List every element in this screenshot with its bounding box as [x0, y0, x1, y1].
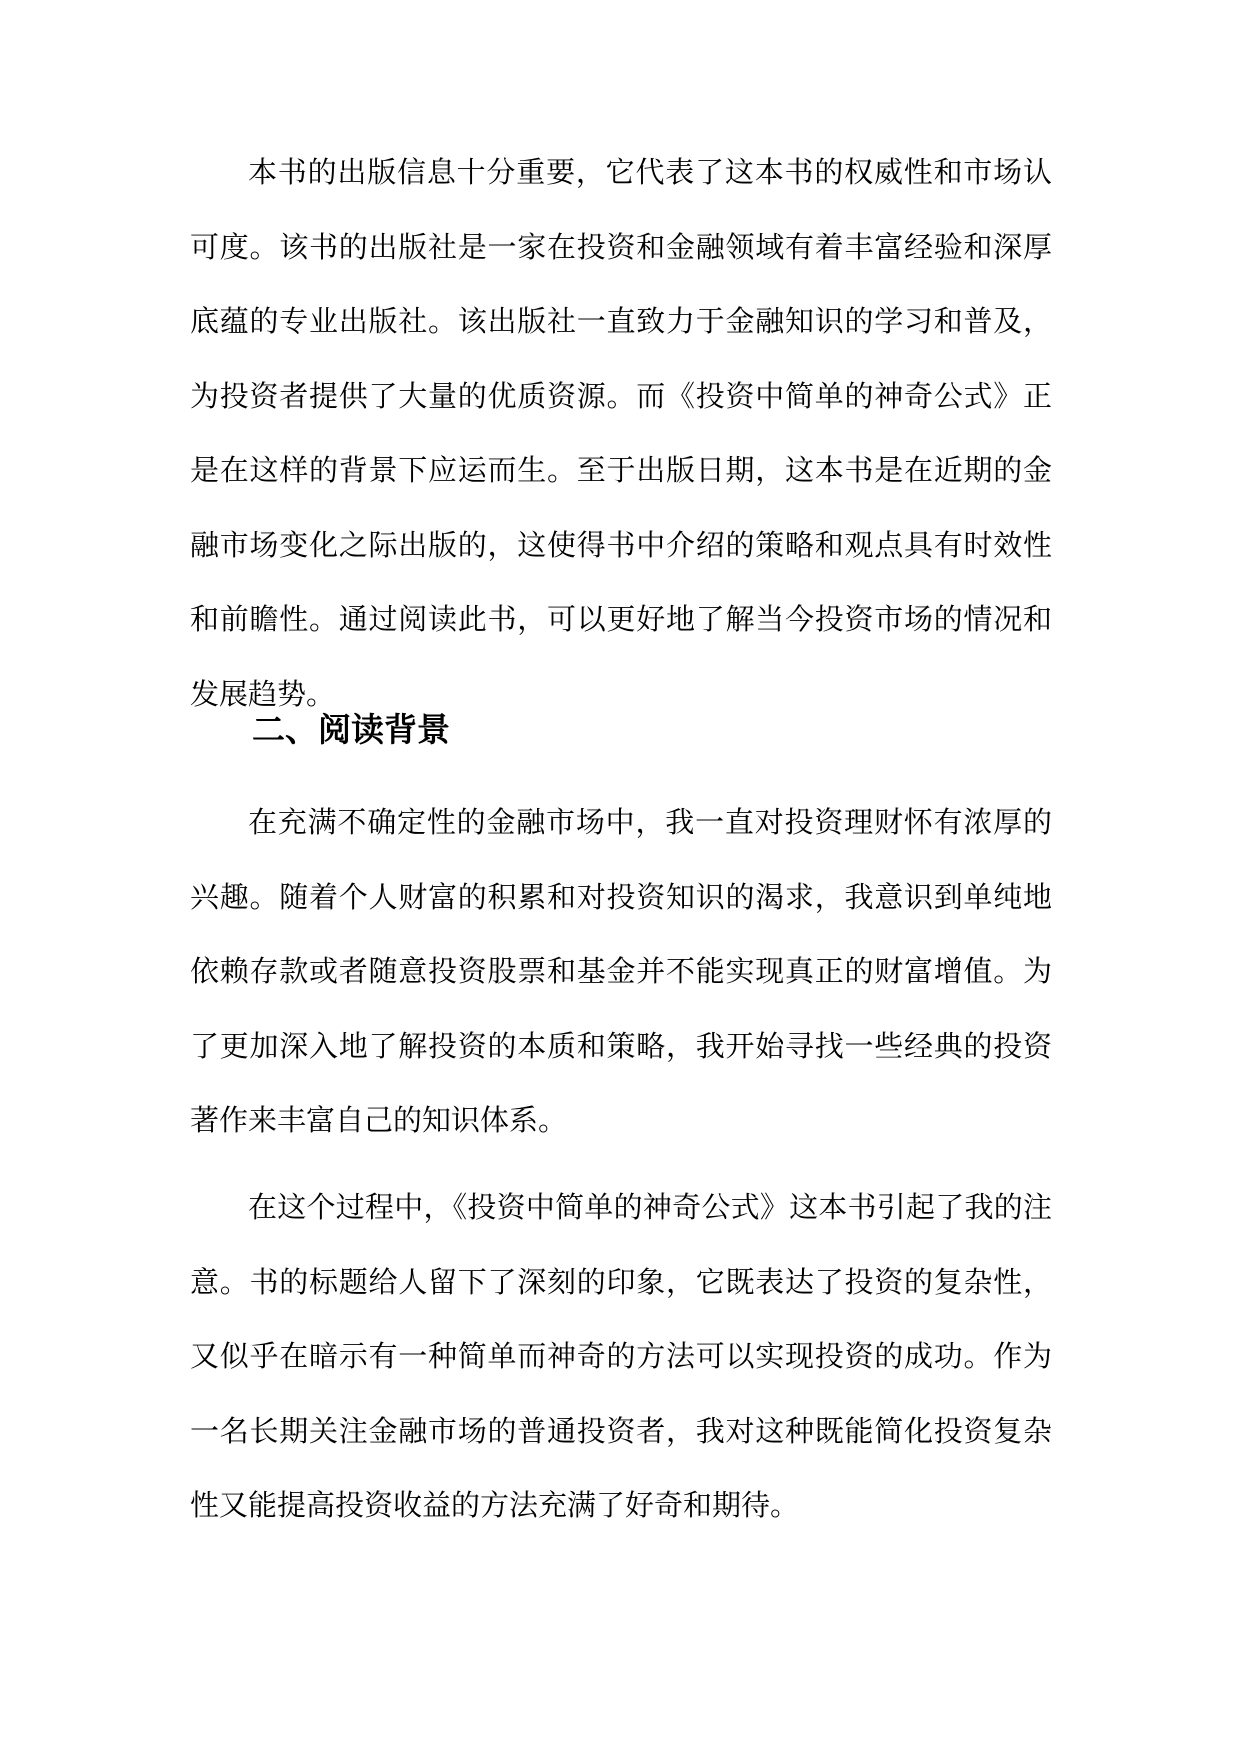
reading-background-paragraph-1: 在充满不确定性的金融市场中，我一直对投资理财怀有浓厚的兴趣。随着个人财富的积累和对投资知识的渴求，我意识到单纯地依赖存款或者随意投资股票和基金并不能实现真正的财富增值。为了更加深入地了解投资的本质和策略，我开始寻找一些经典的投资著作来丰富自己的知识体系。 [190, 805, 1052, 1137]
publication-info-paragraph: 本书的出版信息十分重要，它代表了这本书的权威性和市场认可度。该书的出版社是一家在投资和金融领域有着丰富经验和深厚底蕴的专业出版社。该出版社一直致力于金融知识的学习和普及，为投资者提供了大量的优质资源。而《投资中简单的神奇公式》正是在这样的背景下应运而生。至于出版日期，这本书是在近期的金融市场变化之际出版的，这使得书中介绍的策略和观点具有时效性和前瞻性。通过阅读此书，可以更好地了解当今投资市场的情况和发展趋势。 [190, 155, 1052, 711]
reading-background-paragraph-2: 在这个过程中，《投资中简单的神奇公式》这本书引起了我的注意。书的标题给人留下了深刻的印象，它既表达了投资的复杂性，又似乎在暗示有一种简单而神奇的方法可以实现投资的成功。作为一名长期关注金融市场的普通投资者，我对这种既能简化投资复杂性又能提高投资收益的方法充满了好奇和期待。 [190, 1190, 1052, 1522]
section-heading-reading-background: 二、阅读背景 [252, 710, 450, 749]
